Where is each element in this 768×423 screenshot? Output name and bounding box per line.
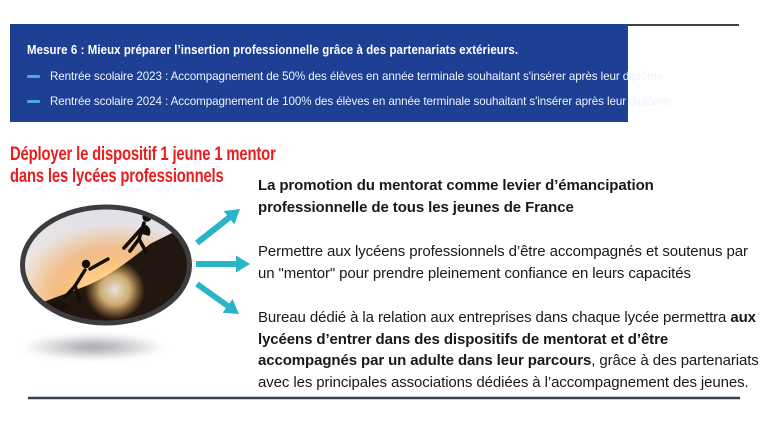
arrow-up-right-icon — [195, 209, 240, 245]
mentor-photo — [18, 202, 194, 328]
arrows-group — [180, 195, 265, 325]
banner-bullet-row — [27, 69, 663, 83]
photo-sun-core — [85, 260, 145, 320]
deploy-heading-line1: Déployer le dispositif 1 jeune 1 mentor — [10, 144, 276, 165]
dash-bullet-icon — [27, 75, 40, 78]
deploy-heading — [10, 144, 276, 188]
point-bureau-bold: aux lycéens d’entrer dans des dispositifs de mentorat et d’être accompagnés par un adulte dans leur parcours — [258, 309, 756, 369]
banner-bullet-2023: Rentrée scolaire 2023 : Accompagnement de 50% des élèves en année terminale souhaitant s'insérer après leur diplôme — [50, 69, 663, 83]
deploy-heading-line2: dans les lycées professionnels — [10, 166, 224, 187]
climber-head — [82, 260, 90, 268]
key-points — [258, 175, 762, 416]
arrow-right-icon — [196, 256, 250, 273]
banner-bullet-row — [27, 94, 670, 108]
point-bureau-post: , grâce à des partenariats avec les principales associations dédiées à l’accompagnement des jeunes. — [258, 352, 759, 391]
photo-shadow — [22, 334, 166, 360]
banner-bullet-2024: Rentrée scolaire 2024 : Accompagnement de 100% des élèves en année terminale souhaitant s'insérer après leur diplôme — [50, 94, 670, 108]
measure-banner — [10, 24, 670, 122]
dash-bullet-icon — [27, 100, 40, 103]
point-promotion-mentorat: La promotion du mentorat comme levier d’émancipation professionnelle de tous les jeunes de France — [258, 177, 654, 216]
point-bureau-entreprises — [258, 307, 762, 393]
point-permettre-lyceens: Permettre aux lycéens professionnels d’être accompagnés et soutenus par un "mentor" pour prendre pleinement confiance en leurs capacités — [258, 243, 748, 282]
arrow-down-right-icon — [195, 282, 239, 314]
point-bureau-pre: Bureau dédié à la relation aux entreprises dans chaque lycée permettra — [258, 309, 731, 326]
banner-title: Mesure 6 : Mieux préparer l’insertion professionnelle grâce à des partenariats extérieurs. — [27, 42, 519, 57]
mentor-photo-graphic — [18, 202, 194, 328]
